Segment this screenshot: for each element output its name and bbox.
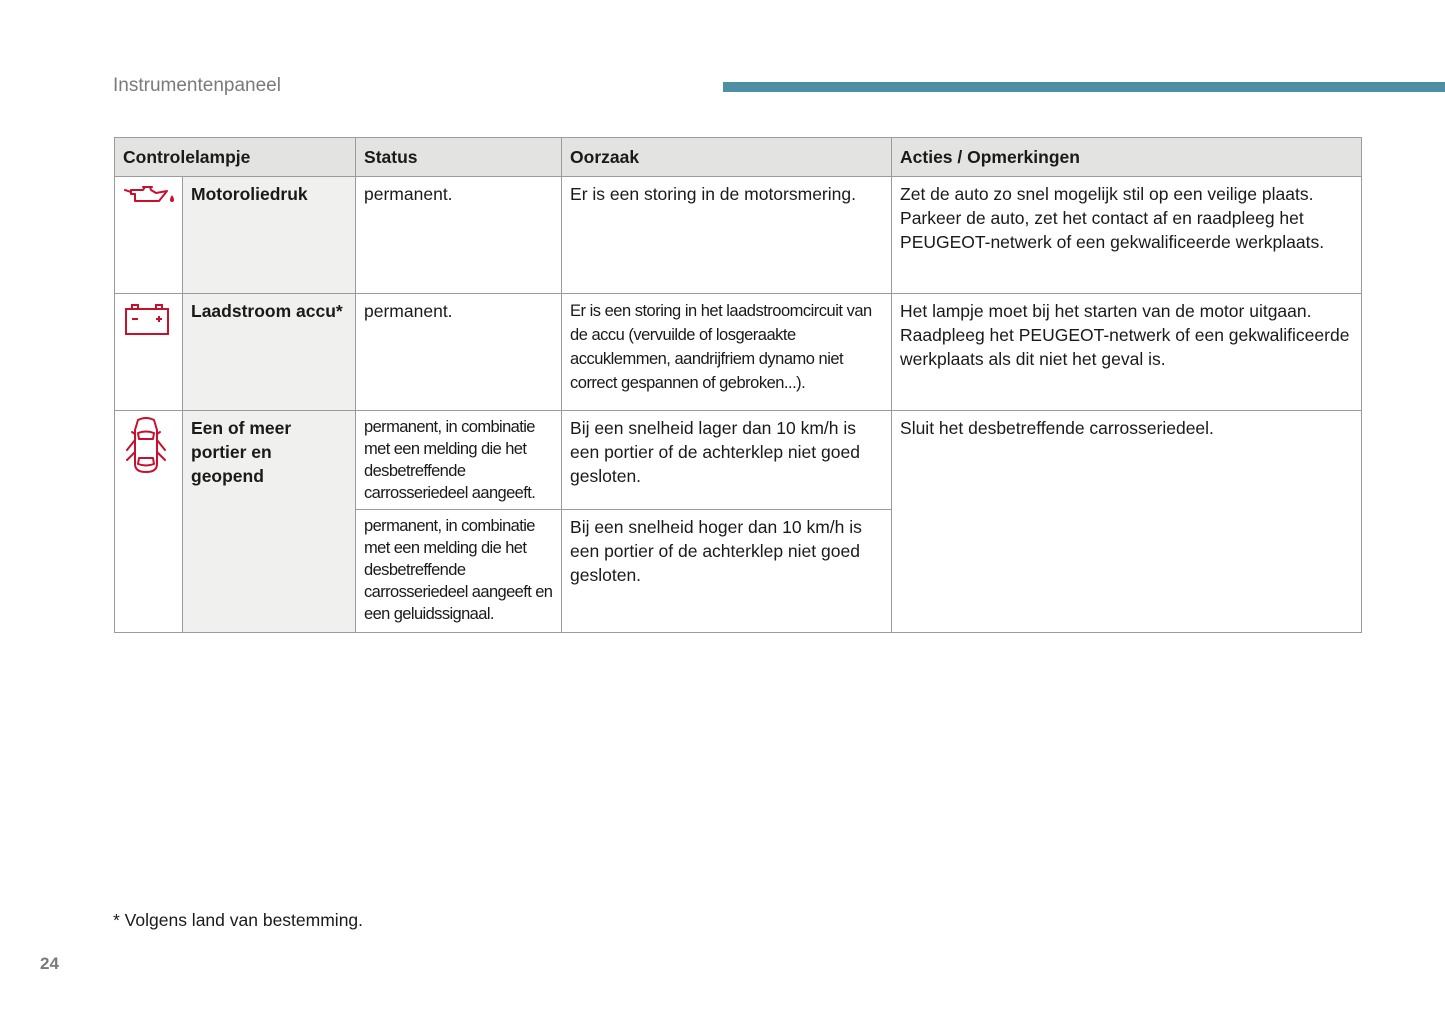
battery-icon	[123, 303, 171, 337]
lamp-name: Een of meer portier en geopend	[183, 411, 356, 633]
cause-cell: Er is een storing in de motorsmering.	[562, 177, 892, 294]
table-row	[115, 411, 1362, 510]
column-header-status: Status	[356, 138, 562, 177]
status-cell: permanent.	[356, 294, 562, 411]
header-accent-bar	[723, 82, 1445, 92]
page-number: 24	[40, 954, 59, 973]
column-header-cause: Oorzaak	[562, 138, 892, 177]
icon-cell	[115, 411, 183, 633]
lamp-name: Laadstroom accu*	[183, 294, 356, 411]
table-row	[115, 177, 1362, 294]
section-title: Instrumentenpaneel	[113, 75, 281, 96]
status-cell: permanent.	[356, 177, 562, 294]
table-row	[115, 294, 1362, 411]
footnote: * Volgens land van bestemming.	[113, 910, 364, 930]
icon-cell	[115, 294, 183, 411]
door-open-icon	[123, 416, 169, 476]
oil-pressure-icon	[123, 182, 177, 208]
action-cell: Zet de auto zo snel mogelijk stil op een veilige plaats. Parkeer de auto, zet het contact af en raadpleeg het PEUGEOT-netwerk of een gekwalificeerde werkplaats.	[892, 177, 1362, 294]
status-cell: permanent, in combinatie met een melding die het desbetreffende carrosseriedeel aangeeft en een geluidssignaal.	[356, 510, 562, 633]
status-cell: permanent, in combinatie met een melding die het desbetreffende carrosseriedeel aangeeft.	[356, 411, 562, 510]
action-cell: Het lampje moet bij het starten van de motor uitgaan. Raadpleeg het PEUGEOT-netwerk of een gekwalificeerde werkplaats als dit niet het geval is.	[892, 294, 1362, 411]
column-header-actions: Acties / Opmerkingen	[892, 138, 1362, 177]
cause-cell: Er is een storing in het laadstroomcircuit van de accu (vervuilde of losgeraakte accuklemmen, aandrijfriem dynamo niet correct gespannen of gebroken...).	[562, 294, 892, 411]
cause-cell: Bij een snelheid hoger dan 10 km/h is een portier of de achterklep niet goed gesloten.	[562, 510, 892, 633]
table-header-row	[115, 138, 1362, 177]
icon-cell	[115, 177, 183, 294]
action-cell: Sluit het desbetreffende carrosseriedeel.	[892, 411, 1362, 633]
warning-lamps-table	[114, 137, 1362, 633]
lamp-name: Motoroliedruk	[183, 177, 356, 294]
cause-cell: Bij een snelheid lager dan 10 km/h is een portier of de achterklep niet goed gesloten.	[562, 411, 892, 510]
column-header-lamp: Controlelampje	[115, 138, 356, 177]
